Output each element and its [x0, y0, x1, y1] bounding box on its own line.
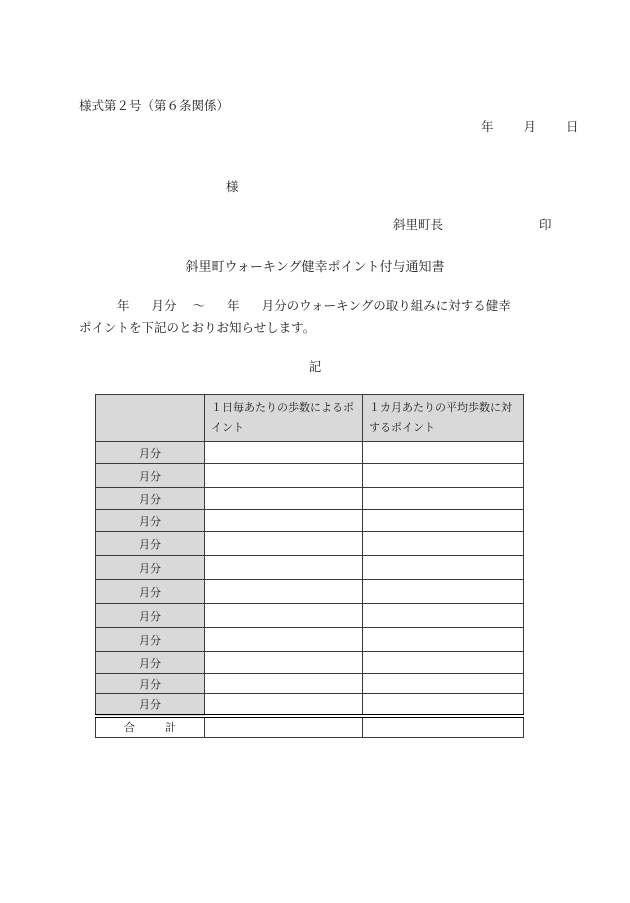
total-monthly-points-cell[interactable]	[363, 716, 524, 738]
date-year-label: 年	[481, 119, 494, 134]
body-tilde: ～	[192, 298, 206, 313]
body-line2: ポイントを下記のとおりお知らせします。	[79, 320, 316, 335]
monthly-points-cell[interactable]	[363, 694, 524, 716]
monthly-points-cell[interactable]	[363, 674, 524, 694]
monthly-points-cell[interactable]	[363, 556, 524, 580]
monthly-points-cell[interactable]	[363, 532, 524, 556]
body-rest-line1: 月分のウォーキングの取り組みに対する健幸	[261, 298, 511, 313]
month-cell: 月分	[96, 442, 205, 464]
table-row	[96, 580, 524, 604]
daily-points-cell[interactable]	[205, 652, 363, 674]
table-header-row	[96, 395, 524, 442]
date-day-label: 日	[566, 119, 579, 134]
month-cell: 月分	[96, 694, 205, 716]
date-line	[455, 117, 579, 135]
month-cell: 月分	[96, 556, 205, 580]
table-row	[96, 694, 524, 716]
monthly-points-cell[interactable]	[363, 510, 524, 532]
daily-points-cell[interactable]	[205, 442, 363, 464]
header-daily-points: １日毎あたりの歩数によるポイント	[205, 395, 363, 442]
table-row	[96, 442, 524, 464]
monthly-points-cell[interactable]	[363, 604, 524, 628]
header-blank-cell	[96, 395, 205, 442]
body-month1: 月分	[151, 298, 177, 313]
daily-points-cell[interactable]	[205, 556, 363, 580]
table-row	[96, 464, 524, 488]
total-label-part-2: 計	[165, 721, 176, 735]
month-cell: 月分	[96, 604, 205, 628]
monthly-points-cell[interactable]	[363, 464, 524, 488]
month-cell: 月分	[96, 488, 205, 510]
monthly-points-cell[interactable]	[363, 652, 524, 674]
table-row	[96, 628, 524, 652]
table-row	[96, 652, 524, 674]
daily-points-cell[interactable]	[205, 674, 363, 694]
document-title: 斜里町ウォーキング健幸ポイント付与通知書	[185, 260, 445, 275]
body-year1: 年	[117, 298, 130, 313]
table-row	[96, 674, 524, 694]
total-label	[96, 716, 205, 738]
daily-points-cell[interactable]	[205, 694, 363, 716]
header-monthly-points: １カ月あたりの平均歩数に対するポイント	[363, 395, 524, 442]
form-number: 様式第２号（第６条関係）	[79, 98, 230, 113]
recipient-suffix: 様	[226, 179, 239, 194]
month-cell: 月分	[96, 464, 205, 488]
daily-points-cell[interactable]	[205, 532, 363, 556]
table-row	[96, 556, 524, 580]
daily-points-cell[interactable]	[205, 464, 363, 488]
seal-mark: 印	[539, 217, 552, 232]
daily-points-cell[interactable]	[205, 628, 363, 652]
table-row	[96, 604, 524, 628]
daily-points-cell[interactable]	[205, 604, 363, 628]
table-row	[96, 532, 524, 556]
table-row	[96, 488, 524, 510]
daily-points-cell[interactable]	[205, 488, 363, 510]
body-text	[79, 295, 559, 339]
table-row	[96, 510, 524, 532]
ki-label: 記	[308, 359, 322, 374]
total-row	[96, 716, 524, 738]
month-cell: 月分	[96, 628, 205, 652]
monthly-points-cell[interactable]	[363, 628, 524, 652]
body-year2: 年	[227, 298, 240, 313]
daily-points-cell[interactable]	[205, 580, 363, 604]
date-month-label: 月	[523, 119, 537, 134]
issuer-title: 斜里町長	[393, 217, 444, 232]
month-cell: 月分	[96, 510, 205, 532]
monthly-points-cell[interactable]	[363, 442, 524, 464]
points-table	[95, 394, 524, 738]
month-cell: 月分	[96, 652, 205, 674]
total-daily-points-cell[interactable]	[205, 716, 363, 738]
daily-points-cell[interactable]	[205, 510, 363, 532]
total-label-part-1: 合	[124, 721, 135, 735]
month-cell: 月分	[96, 580, 205, 604]
month-cell: 月分	[96, 674, 205, 694]
monthly-points-cell[interactable]	[363, 488, 524, 510]
month-cell: 月分	[96, 532, 205, 556]
monthly-points-cell[interactable]	[363, 580, 524, 604]
